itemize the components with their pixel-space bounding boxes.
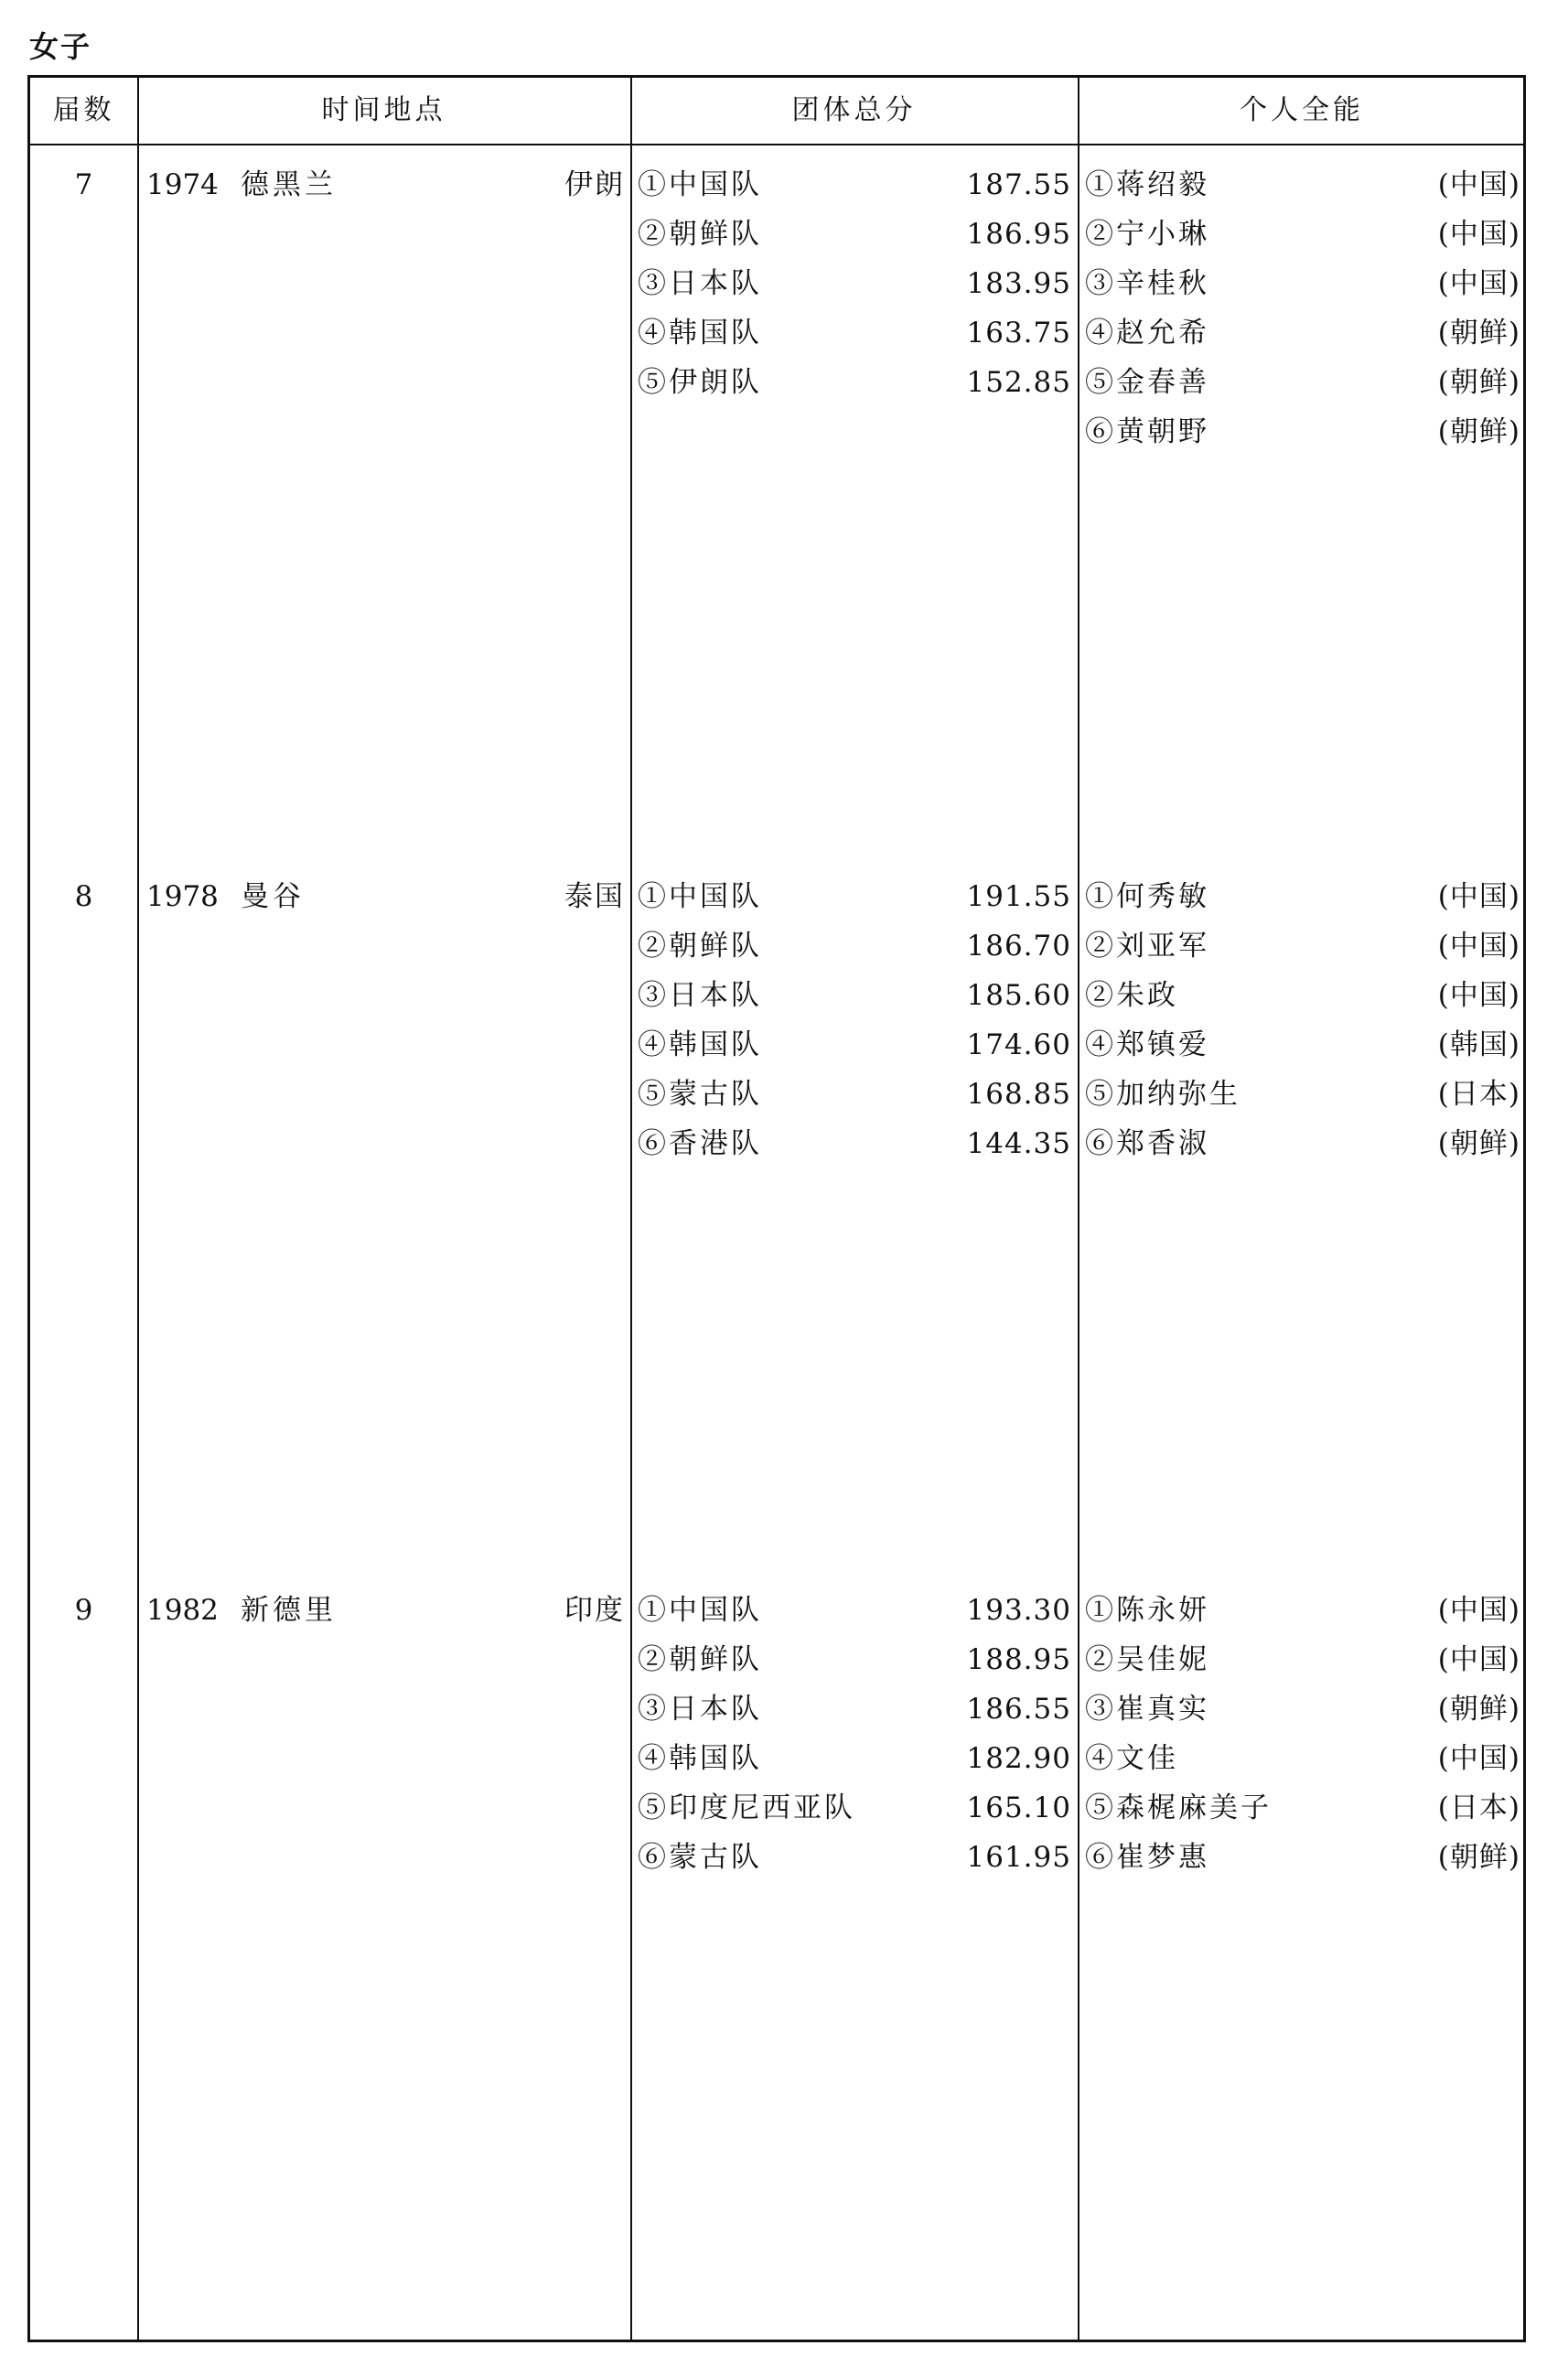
athlete-country: (中国) [1437, 930, 1520, 963]
team-results [638, 872, 1071, 1168]
athlete-country: (日本) [1437, 1078, 1520, 1111]
team-score: 182.90 [966, 1742, 1071, 1775]
edition-number: 9 [74, 1594, 93, 1627]
individual-results [1085, 1586, 1520, 1882]
edition-country: 伊朗 [564, 168, 625, 201]
section-title: 女子 [29, 29, 92, 64]
team-name: ②朝鲜队 [638, 1643, 762, 1676]
team-result-row [638, 1684, 1071, 1734]
team-score: 186.55 [966, 1693, 1071, 1726]
athlete-country: (中国) [1437, 168, 1520, 201]
team-results [638, 160, 1071, 407]
athlete-country: (中国) [1437, 267, 1520, 300]
athlete-name: ⑥郑香淑 [1085, 1127, 1209, 1160]
individual-result-row [1085, 407, 1520, 457]
team-result-row [638, 1783, 1071, 1833]
athlete-country: (中国) [1437, 880, 1520, 913]
athlete-name: ⑤金春善 [1085, 366, 1209, 399]
team-score: 165.10 [966, 1791, 1071, 1824]
athlete-country: (日本) [1437, 1791, 1520, 1824]
header-team-total: 团体总分 [791, 94, 917, 126]
team-name: ③日本队 [638, 1693, 762, 1726]
team-score: 168.85 [966, 1078, 1071, 1111]
individual-result-row [1085, 1684, 1520, 1734]
athlete-country: (中国) [1437, 1643, 1520, 1676]
athlete-country: (韩国) [1437, 1028, 1520, 1061]
team-result-row [638, 259, 1071, 308]
team-score: 152.85 [966, 366, 1071, 399]
athlete-name: ③辛桂秋 [1085, 267, 1209, 300]
team-name: ⑥蒙古队 [638, 1841, 762, 1874]
team-result-row [638, 1020, 1071, 1070]
team-name: ⑤印度尼西亚队 [638, 1791, 855, 1824]
team-result-row [638, 1635, 1071, 1684]
individual-result-row [1085, 1586, 1520, 1635]
team-name: ④韩国队 [638, 317, 762, 350]
individual-result-row [1085, 872, 1520, 921]
team-name: ④韩国队 [638, 1742, 762, 1775]
athlete-name: ②宁小琳 [1085, 218, 1209, 251]
edition-number: 8 [74, 880, 93, 913]
individual-result-row [1085, 1070, 1520, 1119]
team-name: ⑤伊朗队 [638, 366, 762, 399]
edition-year: 1974 [146, 168, 219, 201]
team-result-row [638, 160, 1071, 210]
team-score: 193.30 [966, 1594, 1071, 1627]
individual-result-row [1085, 1833, 1520, 1882]
team-name: ③日本队 [638, 979, 762, 1012]
individual-result-row [1085, 1119, 1520, 1168]
edition-country: 泰国 [564, 880, 625, 913]
header-individual-allround: 个人全能 [1240, 94, 1364, 126]
team-result-row [638, 971, 1071, 1020]
athlete-country: (中国) [1437, 979, 1520, 1012]
results-table [27, 75, 1526, 2342]
edition-city: 德黑兰 [241, 168, 337, 201]
team-score: 174.60 [966, 1028, 1071, 1061]
edition-year: 1978 [146, 880, 219, 913]
athlete-country: (朝鲜) [1437, 317, 1520, 350]
team-score: 144.35 [966, 1127, 1071, 1160]
team-name: ①中国队 [638, 168, 762, 201]
team-result-row [638, 872, 1071, 921]
athlete-name: ⑥黄朝野 [1085, 415, 1209, 448]
column-divider [137, 78, 139, 2340]
team-name: ④韩国队 [638, 1028, 762, 1061]
athlete-name: ①陈永妍 [1085, 1594, 1209, 1627]
team-score: 186.95 [966, 218, 1071, 251]
athlete-name: ④郑镇爱 [1085, 1028, 1209, 1061]
team-name: ⑥香港队 [638, 1127, 762, 1160]
team-score: 185.60 [966, 979, 1071, 1012]
athlete-country: (中国) [1437, 1594, 1520, 1627]
athlete-name: ④赵允希 [1085, 317, 1209, 350]
team-result-row [638, 1734, 1071, 1783]
team-name: ③日本队 [638, 267, 762, 300]
athlete-name: ②吴佳妮 [1085, 1643, 1209, 1676]
team-score: 187.55 [966, 168, 1071, 201]
individual-result-row [1085, 308, 1520, 358]
individual-result-row [1085, 1635, 1520, 1684]
individual-result-row [1085, 1020, 1520, 1070]
edition-city: 曼谷 [241, 880, 305, 913]
team-score: 183.95 [966, 267, 1071, 300]
athlete-country: (朝鲜) [1437, 1693, 1520, 1726]
team-result-row [638, 1119, 1071, 1168]
team-score: 191.55 [966, 880, 1071, 913]
individual-result-row [1085, 921, 1520, 971]
team-result-row [638, 921, 1071, 971]
athlete-name: ⑤森梶麻美子 [1085, 1791, 1272, 1824]
team-score: 161.95 [966, 1841, 1071, 1874]
individual-result-row [1085, 1783, 1520, 1833]
team-result-row [638, 210, 1071, 259]
individual-results [1085, 160, 1520, 457]
edition-number: 7 [74, 168, 93, 201]
team-name: ②朝鲜队 [638, 218, 762, 251]
athlete-country: (中国) [1437, 1742, 1520, 1775]
team-name: ⑤蒙古队 [638, 1078, 762, 1111]
individual-results [1085, 872, 1520, 1168]
athlete-name: ③崔真实 [1085, 1693, 1209, 1726]
athlete-country: (朝鲜) [1437, 1841, 1520, 1874]
team-score: 188.95 [966, 1643, 1071, 1676]
edition-year: 1982 [146, 1594, 219, 1627]
header-time-place: 时间地点 [321, 94, 446, 126]
team-name: ①中国队 [638, 1594, 762, 1627]
team-score: 163.75 [966, 317, 1071, 350]
individual-result-row [1085, 259, 1520, 308]
team-name: ②朝鲜队 [638, 930, 762, 963]
column-divider [630, 78, 632, 2340]
team-result-row [638, 308, 1071, 358]
athlete-name: ②刘亚军 [1085, 930, 1209, 963]
header-edition: 届数 [52, 94, 115, 126]
athlete-country: (朝鲜) [1437, 1127, 1520, 1160]
athlete-name: ⑤加纳弥生 [1085, 1078, 1240, 1111]
athlete-country: (中国) [1437, 218, 1520, 251]
athlete-name: ⑥崔梦惠 [1085, 1841, 1209, 1874]
athlete-name: ①何秀敏 [1085, 880, 1209, 913]
team-result-row [638, 358, 1071, 407]
athlete-name: ②朱政 [1085, 979, 1178, 1012]
team-score: 186.70 [966, 930, 1071, 963]
team-result-row [638, 1833, 1071, 1882]
team-name: ①中国队 [638, 880, 762, 913]
athlete-name: ④文佳 [1085, 1742, 1178, 1775]
individual-result-row [1085, 160, 1520, 210]
edition-country: 印度 [564, 1594, 625, 1627]
individual-result-row [1085, 1734, 1520, 1783]
individual-result-row [1085, 210, 1520, 259]
individual-result-row [1085, 971, 1520, 1020]
team-result-row [638, 1070, 1071, 1119]
edition-city: 新德里 [241, 1594, 337, 1627]
column-divider [1078, 78, 1079, 2340]
athlete-country: (朝鲜) [1437, 366, 1520, 399]
team-result-row [638, 1586, 1071, 1635]
athlete-country: (朝鲜) [1437, 415, 1520, 448]
individual-result-row [1085, 358, 1520, 407]
athlete-name: ①蒋绍毅 [1085, 168, 1209, 201]
team-results [638, 1586, 1071, 1882]
header-divider [30, 144, 1523, 145]
